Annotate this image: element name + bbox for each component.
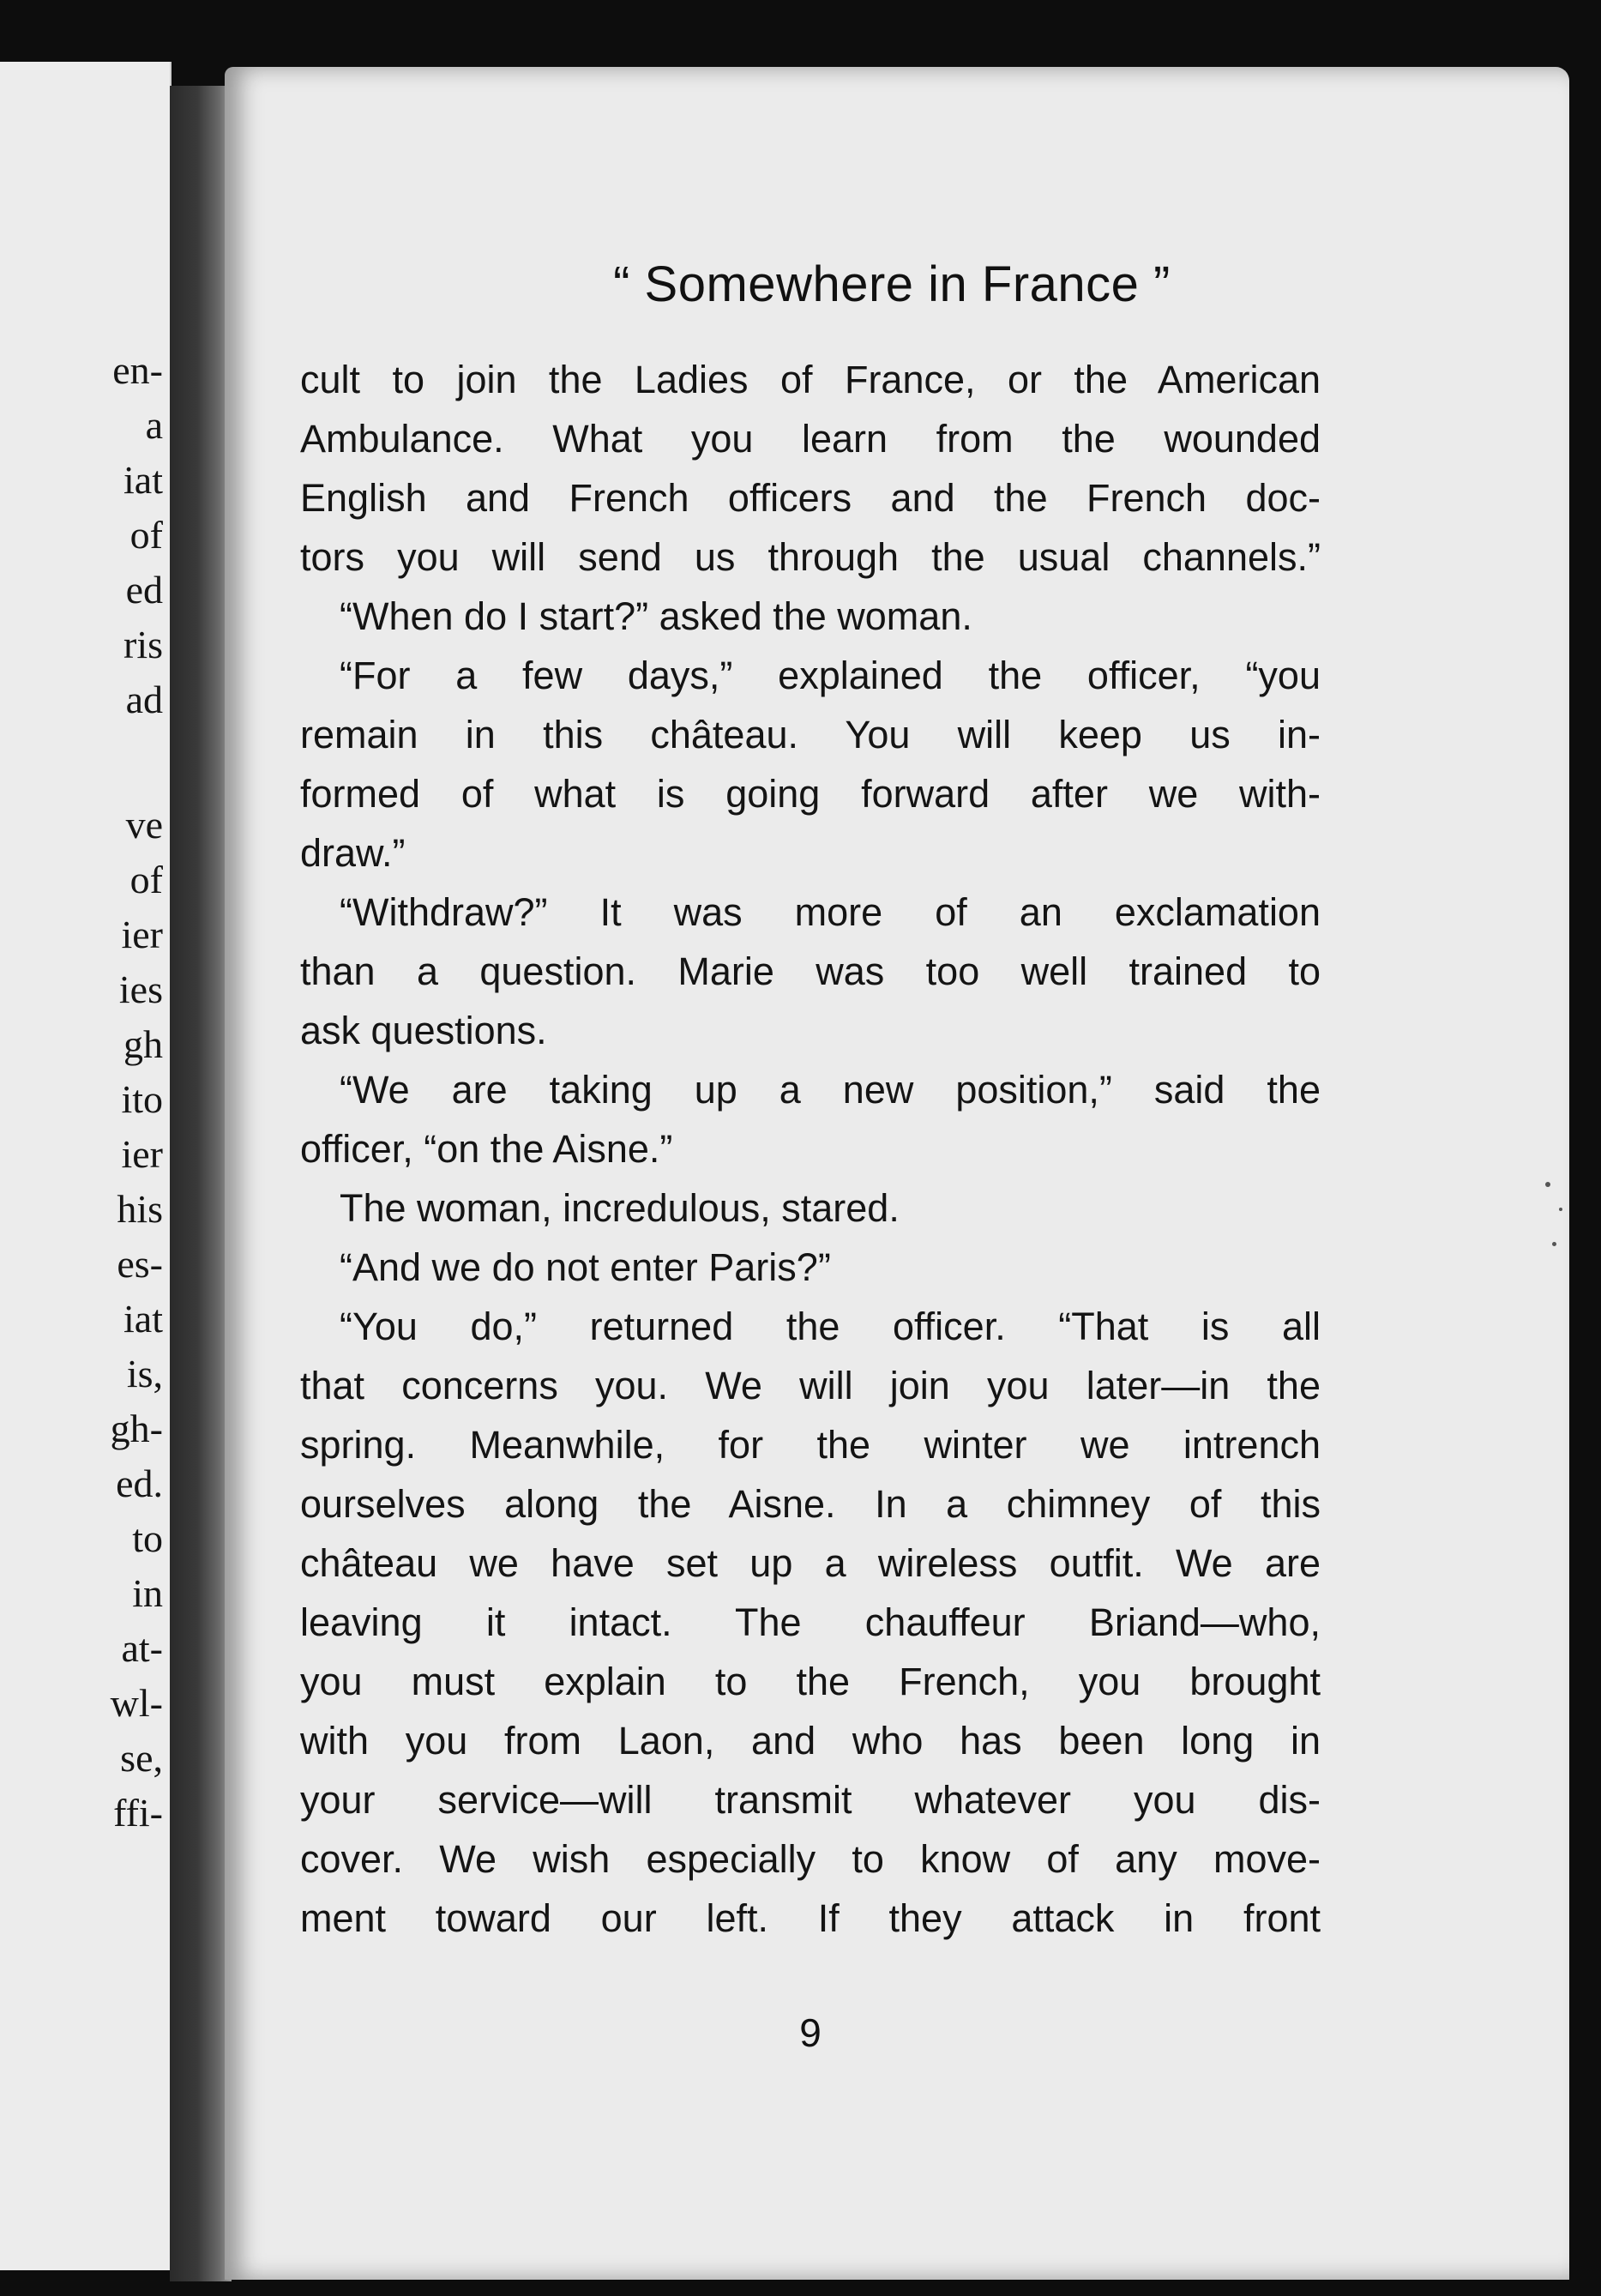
left-line-ending: ed bbox=[125, 568, 163, 612]
text-line: cover. We wish especially to know of any move- bbox=[300, 1837, 1321, 1881]
text-line: English and French officers and the French doc- bbox=[300, 476, 1321, 520]
scan-speck bbox=[1545, 1182, 1550, 1187]
text-line: “We are taking up a new position,” said the bbox=[340, 1068, 1321, 1112]
text-line: than a question. Marie was too well trained to bbox=[300, 949, 1321, 993]
text-line: The woman, incredulous, stared. bbox=[340, 1186, 900, 1230]
page-text-block bbox=[300, 67, 1484, 2280]
text-line: château we have set up a wireless outfit. We are bbox=[300, 1541, 1321, 1585]
scan-speck bbox=[1552, 1242, 1556, 1246]
book-gutter-shadow bbox=[170, 86, 232, 2281]
text-line: tors you will send us through the usual channels.” bbox=[300, 535, 1321, 579]
left-line-ending: ies bbox=[118, 967, 163, 1011]
left-line-ending: se, bbox=[120, 1736, 163, 1780]
body-text bbox=[300, 350, 1321, 1948]
left-line-ending: es- bbox=[117, 1242, 163, 1286]
text-line: remain in this château. You will keep us in- bbox=[300, 713, 1321, 756]
text-line: “When do I start?” asked the woman. bbox=[340, 594, 972, 638]
left-line-ending: ier bbox=[121, 1132, 163, 1176]
left-line-ending: gh bbox=[123, 1022, 163, 1066]
text-line: cult to join the Ladies of France, or the American bbox=[300, 358, 1321, 401]
text-line: “Withdraw?” It was more of an exclamation bbox=[340, 890, 1321, 934]
left-line-ending: a bbox=[145, 403, 163, 447]
text-line: ask questions. bbox=[300, 1009, 547, 1052]
text-line: you must explain to the French, you brought bbox=[300, 1660, 1321, 1703]
left-line-ending: of bbox=[129, 513, 163, 557]
left-line-ending: iat bbox=[123, 1297, 163, 1341]
text-line: Ambulance. What you learn from the wounded bbox=[300, 417, 1321, 461]
text-line: officer, “on the Aisne.” bbox=[300, 1127, 673, 1171]
text-line: “For a few days,” explained the officer, “you bbox=[340, 654, 1321, 697]
left-line-ending: at- bbox=[121, 1626, 163, 1670]
left-line-ending: ed. bbox=[116, 1461, 163, 1505]
text-line: “And we do not enter Paris?” bbox=[340, 1245, 831, 1289]
text-line: spring. Meanwhile, for the winter we intrench bbox=[300, 1423, 1321, 1467]
page-number: 9 bbox=[799, 2010, 822, 2055]
left-line-ending: ffi- bbox=[113, 1791, 163, 1835]
left-line-ending: is, bbox=[126, 1352, 163, 1395]
left-line-ending: ier bbox=[121, 913, 163, 956]
running-head: “ Somewhere in France ” bbox=[613, 256, 1171, 312]
left-line-ending: en- bbox=[112, 348, 163, 392]
text-line: with you from Laon, and who has been long in bbox=[300, 1719, 1321, 1763]
scan-speck bbox=[1559, 1208, 1562, 1211]
left-line-ending bbox=[111, 727, 163, 798]
text-line: ourselves along the Aisne. In a chimney of this bbox=[300, 1482, 1321, 1526]
left-line-ending: his bbox=[117, 1187, 163, 1231]
left-line-ending: ris bbox=[123, 623, 163, 666]
left-page bbox=[0, 62, 172, 2270]
left-line-ending: of bbox=[129, 858, 163, 901]
text-line: draw.” bbox=[300, 831, 406, 875]
left-line-ending: ito bbox=[121, 1077, 163, 1121]
text-line: leaving it intact. The chauffeur Briand—who, bbox=[300, 1600, 1321, 1644]
text-line: formed of what is going forward after we with- bbox=[300, 772, 1321, 816]
left-page-line-endings bbox=[111, 343, 163, 1841]
left-line-ending: in bbox=[132, 1571, 163, 1615]
text-line: “You do,” returned the officer. “That is all bbox=[340, 1305, 1321, 1348]
text-line: your service—will transmit whatever you dis- bbox=[300, 1778, 1321, 1822]
left-line-ending: iat bbox=[123, 458, 163, 502]
text-line: ment toward our left. If they attack in front bbox=[300, 1896, 1321, 1940]
left-line-ending: ad bbox=[125, 678, 163, 721]
text-line: that concerns you. We will join you later—in the bbox=[300, 1364, 1321, 1407]
left-line-ending: wl- bbox=[110, 1681, 163, 1725]
right-page bbox=[225, 67, 1569, 2280]
left-line-ending: to bbox=[132, 1516, 163, 1560]
left-line-ending: gh- bbox=[110, 1407, 163, 1450]
left-line-ending: ve bbox=[125, 803, 163, 847]
